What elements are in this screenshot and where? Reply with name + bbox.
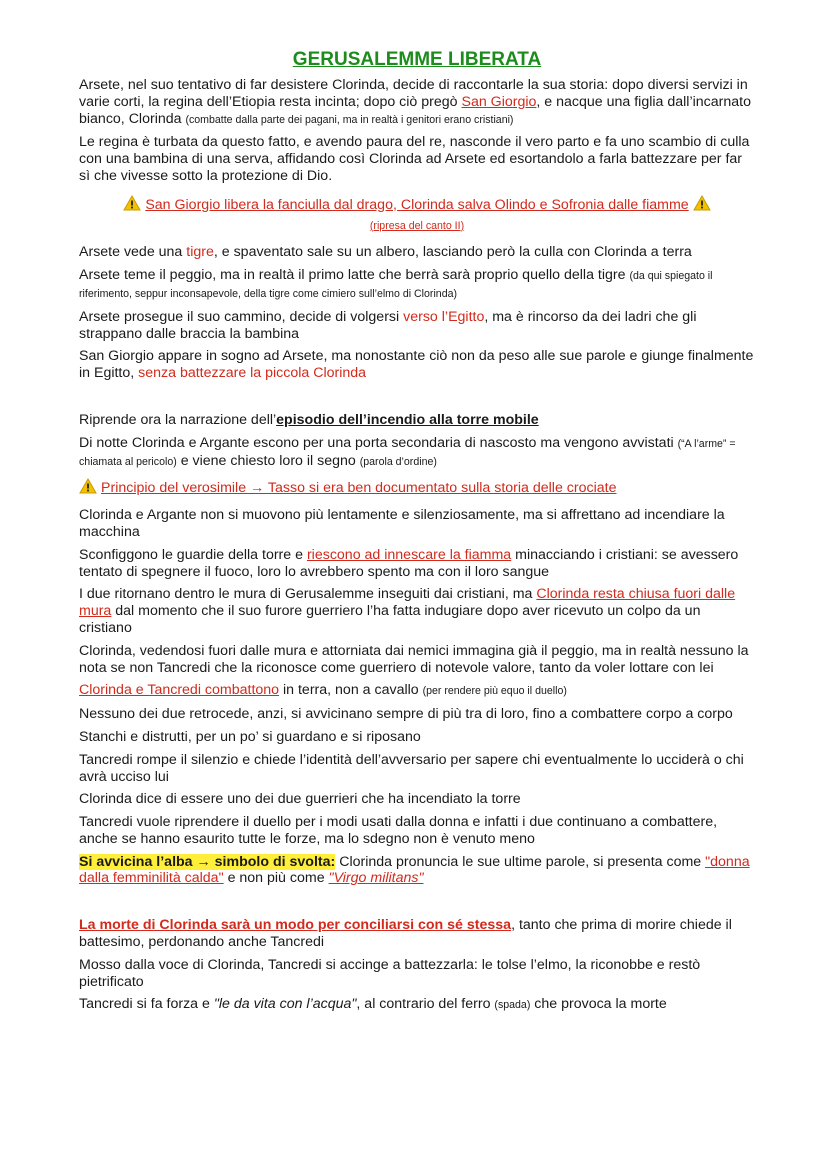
warning-icon [123,195,141,216]
dawn-highlight: Si avvicina l’alba → simbolo di svolta: [79,853,336,870]
fiamma-link[interactable]: riescono ad innescare la fiamma [306,546,512,563]
paragraph-queen: Le regina è turbata da questo fatto, e avendo paura del re, nasconde il vero parto e fa uno scambio di culla con una bambina di una serva, affidando così Clorinda ad Arsete ed esortandolo a farla battezzare per far sì che vivesse sotto la protezione di Dio. [79,134,750,184]
paragraph-egypt: Arsete prosegue il suo cammino, decide di volgersi verso l’Egitto, ma è rincorso da dei ladri che gli strappano dalle braccia la bambina [79,308,697,342]
note-small: (combatte dalla parte dei pagani, ma in realtà i genitori erano cristiani) [185,113,514,126]
episode-heading: episodio dell’incendio alla torre mobile [276,411,539,428]
virgo-militans-link[interactable]: "Virgo militans" [328,870,424,887]
paragraph-guards: Sconfiggono le guardie della torre e riescono ad innescare la fiamma minacciando i cristiani: se avessero tentato di spegnere il fuoco, loro lo avrebbero spento ma con il loro sangue [79,546,739,580]
warning-icon [79,478,97,499]
paragraph-baptism: Mosso dalla voce di Clorinda, Tancredi si accinge a battezzarla: le tolse l’elmo, la riconobbe e restò pietrificato [79,956,701,990]
death-conciliation-link[interactable]: La morte di Clorinda sarà un modo per conciliarsi con sé stessa [79,917,512,934]
paragraph-tancredi-recognizes: Clorinda, vedendosi fuori dalle mura e attorniata dai nemici immagina già il peggio, ma in realtà nessuno la nota se non Tancredi che la riconosce come guerriero di notevole valore, tanto da voler lottare con lei [79,642,749,676]
document-body [79,48,755,1020]
paragraph-dream: San Giorgio appare in sogno ad Arsete, ma nonostante ciò non da peso alle sue parole e giunge finalmente in Egitto, senza battezzare la piccola Clorinda [79,348,754,382]
paragraph-arsete-story: Arsete, nel suo tentativo di far desistere Clorinda, decide di raccontarle la sua storia: dopo diversi servizi in varie corti, la regina dell’Etiopia resta incinta; dopo ciò pregò San Giorgio, e nacque una figlia dall’incarnato bianco, Clorinda (combatte dalla parte dei pagani, ma in realtà i genitori erano cristiani) [79,77,751,127]
warning-icon [693,195,711,216]
page-title: GERUSALEMME LIBERATA [292,49,542,70]
paragraph-identity: Tancredi rompe il silenzio e chiede l’identità dell’avversario per sapere chi eventualmente lo ucciderà o chi avrà ucciso lui [79,751,744,785]
warning-note-text[interactable]: San Giorgio libera la fanciulla dal drago, Clorinda salva Olindo e Sofronia dalle fiamme [145,196,689,213]
paragraph-no-retreat: Nessuno dei due retrocede, anzi, si avvicinano sempre di più tra di loro, fino a combattere corpo a corpo [79,706,733,723]
paragraph-episode-heading: Riprende ora la narrazione dell’episodio dell’incendio alla torre mobile [79,411,539,428]
paragraph-combat: Clorinda e Tancredi combattono in terra, non a cavallo (per rendere più equo il duello) [79,682,567,699]
paragraph-dawn: Si avvicina l’alba → simbolo di svolta: Clorinda pronuncia le sue ultime parole, si presenta come "donna dalla femminilità calda" e non più come "Virgo militans" [79,853,750,887]
paragraph-tiger: Arsete vede una tigre, e spaventato sale su un albero, lasciando però la culla con Clorinda a terra [79,244,692,261]
san-giorgio-link[interactable]: San Giorgio [461,93,537,110]
chiusa-fuori-link[interactable]: Clorinda resta chiusa fuori dalle mura [79,586,736,620]
paragraph-hurry: Clorinda e Argante non si muovono più lentamente e silenziosamente, ma si affrettano ad incendiare la macchina [79,507,725,540]
paragraph-outside-walls: I due ritornano dentro le mura di Gerusalemme inseguiti dai cristiani, ma Clorinda resta chiusa fuori dalle mura dal momento che il suo furore guerriero l’ha fatta indugiare dopo aver ricevuto un colpo da un cristiano [79,586,736,636]
paragraph-death: La morte di Clorinda sarà un modo per conciliarsi con sé stessa, tanto che prima di morire chiede il battesimo, perdonando anche Tancredi [79,917,732,951]
warning-note-subtitle[interactable]: (ripresa del canto II) [369,219,465,232]
paragraph-night-exit: Di notte Clorinda e Argante escono per una porta secondaria di nascosto ma vengono avvistati (“A l’arme” = chiamata al pericolo) e viene chiesto loro il segno (parola d’ordine) [79,434,736,469]
paragraph-milk: Arsete teme il peggio, ma in realtà il primo latte che berrà sarà proprio quello della tigre (da qui spiegato il riferimento, seppur inconsapevole, della tigre come cimiero sull’elmo di Clorinda) [79,267,713,300]
paragraph-tower-claim: Clorinda dice di essere uno dei due guerrieri che ha incendiato la torre [79,791,521,808]
paragraph-resume-duel: Tancredi vuole riprendere il duello per i modi usati dalla donna e infatti i due continuano a combattere, anche se hanno esaurito tutte le forze, ma lo sdegno non è venuto meno [79,814,718,847]
warning-note-canto [79,195,755,235]
paragraph-water-life: Tancredi si fa forza e "le da vita con l’acqua", al contrario del ferro (spada) che provoca la morte [79,996,667,1013]
combattono-link[interactable]: Clorinda e Tancredi combattono [79,682,280,699]
femminilita-link[interactable]: "donna dalla femminilità calda" [79,853,750,887]
paragraph-rest: Stanchi e distrutti, per un po’ si guardano e si riposano [79,728,421,745]
warning-note-verosimile [79,478,755,499]
verosimile-note-text[interactable]: Principio del verosimile → Tasso si era ben documentato sulla storia delle crociate [101,480,617,497]
